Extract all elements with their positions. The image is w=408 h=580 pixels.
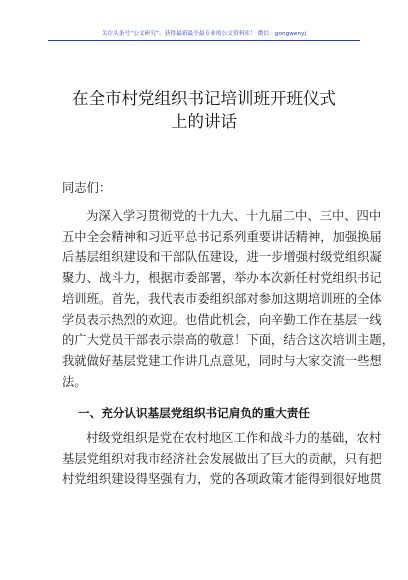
salutation: 同志们： [62,181,112,195]
title-line-2: 上的讲话 [171,112,237,131]
banner-divider [48,40,360,41]
paragraph-line: 村党组织建设得坚强有力，党的各项政策才能得到很好地贯 [62,472,382,487]
paragraph-line: 法。 [62,374,87,389]
paragraph-line: 为深入学习贯彻党的十九大、十九届二中、三中、四中 [86,209,382,223]
paragraph-line: 基层党组织对我市经济社会发展做出了巨大的贡献，只有把 [62,451,382,466]
paragraph-line: 后基层组织建设和干部队伍建设，进一步增强村级党组织凝 [62,250,382,265]
paragraph-line: 学员表示热烈的欢迎。也借此机会，向辛勤工作在基层一线 [62,312,382,327]
section-heading: 一、充分认识基层党组织书记肩负的重大责任 [78,406,310,420]
paragraph-line: 培训班。首先，我代表市委组织部对参加这期培训班的全体 [62,291,382,306]
top-banner-text: 关注头条号“公文研究”、获得最新最全最专业的公文资料库！ 微信：gongwenyj [101,31,307,37]
paragraph-line: 五中全会精神和习近平总书记系列重要讲话精神，加强换届 [62,229,382,244]
paragraph-line: 聚力、战斗力，根据市委部署，举办本次新任村党组织书记 [62,271,382,286]
paragraph-line: 我就做好基层党建工作讲几点意见，同时与大家交流一些想 [62,353,382,368]
paragraph-line: 村级党组织是党在农村地区工作和战斗力的基础，农村 [86,431,382,445]
paragraph-1 [62,206,395,392]
paragraph-2 [62,428,382,490]
document-title [0,87,408,133]
paragraph-line: 的广大党员干部表示崇高的敬意！下面，结合这次培训主题， [62,333,395,348]
title-line-1: 在全市村党组织书记培训班开班仪式 [72,89,336,108]
